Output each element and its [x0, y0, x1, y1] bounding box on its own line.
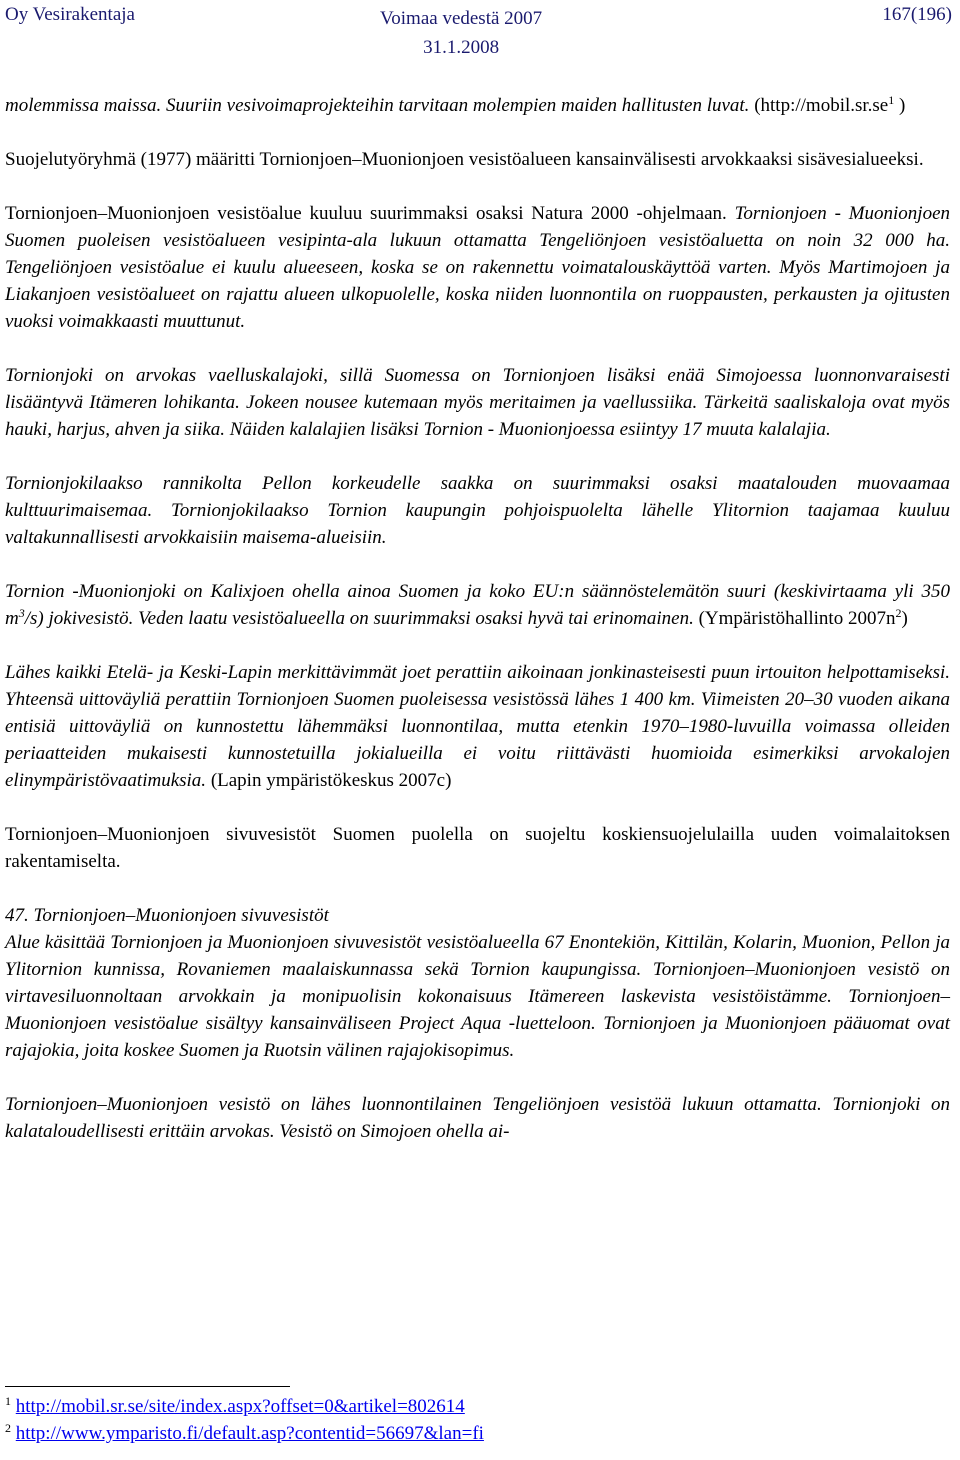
citation: (Lapin ympäristökeskus 2007c) [206, 770, 452, 791]
paragraph-7 [5, 659, 950, 794]
paragraph-text: Tornionjoen–Muonionjoen vesistöalue kuuluu suurimmaksi osaksi Natura 2000 -ohjelmaan. [5, 203, 727, 224]
page-header [0, 0, 960, 60]
footnote-link[interactable]: http://www.ymparisto.fi/default.asp?contentid=56697&lan=fi [15, 1423, 484, 1444]
paragraph-9 [5, 902, 950, 1064]
paragraph-text: molemmissa maissa. Suuriin vesivoimaprojekteihin tarvitaan molempien maiden hallitusten luvat. [5, 95, 750, 116]
citation: (http://mobil.sr.se [754, 95, 889, 116]
document-date: 31.1.2008 [423, 37, 500, 58]
page-number: 167(196) [882, 4, 952, 25]
paragraph-6 [5, 578, 950, 632]
footnote-number: 2 [5, 1421, 11, 1435]
section-heading: 47. Tornionjoen–Muonionjoen sivuvesistöt [5, 905, 329, 926]
footnotes [5, 1386, 950, 1447]
footnote-divider [5, 1386, 290, 1387]
company-name: Oy Vesirakentaja [5, 4, 135, 25]
document-title [380, 4, 542, 62]
paragraph-10: Tornionjoen–Muonionjoen vesistö on lähes luonnontilainen Tengeliönjoen vesistöä lukuun ottamatta. Tornionjoki on kalataloudellisesti erittäin arvokas. Vesistö on Simojoen ohella ai- [5, 1094, 950, 1142]
paragraph-1 [5, 92, 950, 119]
footnote-number: 1 [5, 1394, 11, 1408]
paragraph-2: Suojelutyöryhmä (1977) määritti Tornionjoen–Muonionjoen vesistöalueen kansainvälisesti arvokkaaksi sisävesialueeksi. [5, 149, 924, 170]
paragraph-4: Tornionjoki on arvokas vaelluskalajoki, sillä Suomessa on Tornionjoen lisäksi enää Simojoessa luonnonvaraisesti lisääntyvä Itämeren lohikanta. Jokeen nousee kutemaan myös meritaimen ja vaellussiika. Tärkeitä saaliskaloja ovat myös hauki, harjus, ahven ja siika. Näiden kalalajien lisäksi Tornion - Muonionjoessa esiintyy 17 muuta kalalajia. [5, 365, 950, 440]
footnote-1 [5, 1393, 950, 1420]
paragraph-text-italic: Lähes kaikki Etelä- ja Keski-Lapin merkittävimmät joet perattiin aikoinaan jonkinasteisesti puun irtouiton helpottamiseksi. Yhteensä uittoväyliä perattiin Tornionjoen Suomen puoleisessa vesistössä lähes 1 400 km. Viimeisten 20–30 vuoden aikana entisiä uittoväyliä on kunnostettu lähemmäksi luonnontilaa, mutta etenkin 1970–1980-luvuilla voimassa olleiden periaatteiden mukaisesti kunnostetuilla jokialueilla ei voitu riittävästi huomioida esimerkiksi arvokalojen elinympäristövaatimuksia. [5, 662, 950, 791]
footnote-link[interactable]: http://mobil.sr.se/site/index.aspx?offset=0&artikel=802614 [15, 1396, 465, 1417]
paragraph-5: Tornionjokilaakso rannikolta Pellon korkeudelle saakka on suurimmaksi osaksi maatalouden muovaamaa kulttuurimaisemaa. Tornionjokilaakso Tornion kaupungin pohjoispuolelta lähelle Ylitornion taajamaa kuuluu valtakunnallisesti arvokkaisiin maisema-alueisiin. [5, 473, 950, 548]
paragraph-text-italic: Tornionjoen - Muonionjoen Suomen puoleisen vesistöalueen vesipinta-ala lukuun ottamatta Tengeliönjoen vesistöaluetta on noin 32 000 ha. Tengeliönjoen vesistöalue ei kuulu alueeseen, koska se on rakennettu voimatalouskäyttöä varten. Myös Martimojoen ja Liakanjoen vesistöalueet on rajattu alueen ulkopuolelle, koska niiden luonnontila on ruoppausten, perkausten ja ojitusten vuoksi voimakkaasti muuttunut. [5, 203, 951, 332]
footnote-2 [5, 1420, 950, 1447]
footnote-marker: 2 [895, 606, 902, 620]
paragraph-text-italic: /s) jokivesistö. Veden laatu vesistöalueella on suurimmaksi osaksi hyvä tai erinomainen. [24, 608, 694, 629]
document-title-line: Voimaa vedestä 2007 [380, 8, 543, 29]
footnote-marker: 1 [888, 93, 895, 107]
document-body [5, 92, 950, 1172]
paragraph-3 [5, 200, 950, 335]
citation-end: ) [899, 95, 906, 116]
paragraph-8: Tornionjoen–Muonionjoen sivuvesistöt Suomen puolella on suojeltu koskiensuojelulailla uuden voimalaitoksen rakentamiselta. [5, 824, 950, 872]
paragraph-text-italic: Tornion -Muonionjoki on Kalixjoen ohella ainoa Suomen ja koko EU:n säännöstelemätön suuri (keskivirtaama yli 350 m [5, 581, 950, 629]
paragraph-text-italic: Alue käsittää Tornionjoen ja Muonionjoen sivuvesistöt vesistöalueella 67 Enontekiön, Kittilän, Kolarin, Muonion, Pellon ja Ylitornion kunnissa, Rovaniemen maalaiskunnassa sekä Tornion kaupungissa. Tornionjoen–Muonionjoen vesistö on virtavesiluonnoltaan arvokkain ja monipuolisin kokonaisuus Itämereen laskevista vesistöistämme. Tornionjoen–Muonionjoen vesistöalue sisältyy kansainväliseen Project Aqua -luetteloon. Tornionjoen ja Muonionjoen pääuomat ovat rajajokia, joita koskee Suomen ja Ruotsin välinen rajajokisopimus. [5, 932, 950, 1061]
superscript: 3 [18, 606, 25, 620]
citation: (Ympäristöhallinto 2007n [693, 608, 896, 629]
citation-end: ) [901, 608, 908, 629]
